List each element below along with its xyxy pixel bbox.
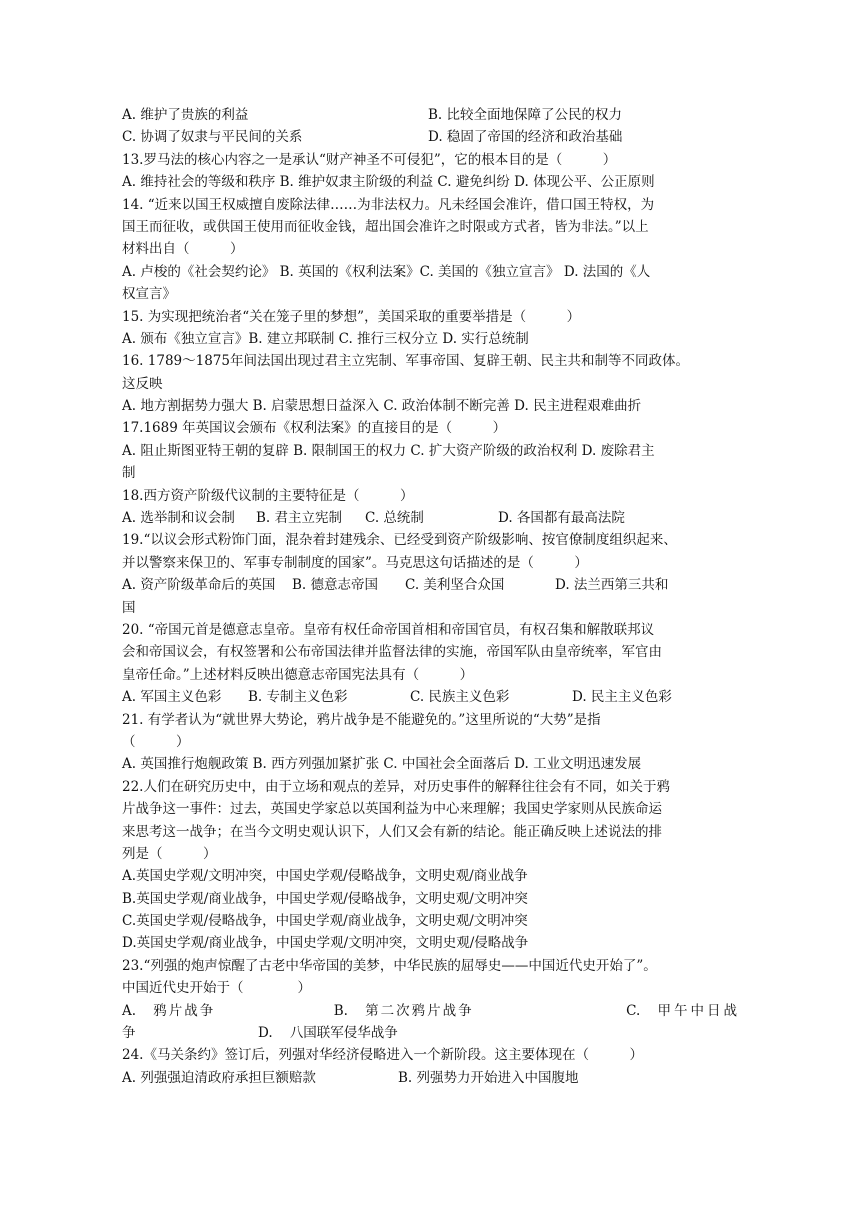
q19-option-b[interactable]: B. 德意志帝国	[292, 577, 379, 594]
q14-options-line[interactable]: 权宣言》	[122, 286, 176, 303]
q15-stem: 15. 为实现把统治者“关在笼子里的梦想”，美国采取的重要举措是（ ）	[122, 308, 581, 325]
q12-options-row-2	[122, 126, 742, 148]
q20-option-c[interactable]: C. 民族主义色彩	[410, 689, 510, 706]
q23-option-b[interactable]	[334, 1000, 474, 1022]
q16-stem-line: 这反映	[122, 375, 163, 392]
q23-options-row	[122, 1000, 740, 1022]
q14-stem-line: 国王而征收，或供国王使用而征收金钱，超出国会准许之时限或方式者，皆为非法。”以上	[122, 218, 649, 235]
q22-stem-line: 22.人们在研究历史中，由于立场和观点的差异，对历史事件的解释往往会有不同，如关于鸦	[122, 778, 670, 795]
q18-option-b[interactable]: B. 君主立宪制	[256, 510, 343, 527]
q12-option-d[interactable]: D. 稳固了帝国的经济和政治基础	[428, 129, 623, 146]
q23-option-b-text: 第二次鸦片战争	[365, 1002, 474, 1019]
q24-stem: 24.《马关条约》签订后，列强对华经济侵略进入一个新阶段。这主要体现在（ ）	[122, 1047, 643, 1064]
q18-options-row	[122, 507, 742, 529]
q13-options[interactable]: A. 维持社会的等级和秩序 B. 维护奴隶主阶级的利益 C. 避免纠纷 D. 体现公平、公正原则	[122, 174, 655, 191]
q16-options[interactable]: A. 地方割据势力强大 B. 启蒙思想日益深入 C. 政治体制不断完善 D. 民主进程艰难曲折	[122, 398, 642, 415]
q23-option-b-label: B.	[333, 1002, 348, 1019]
q20-option-d[interactable]: D. 民主主义色彩	[572, 689, 672, 706]
q22-stem-line: 列是（ ）	[122, 845, 217, 862]
q19-stem-line: 并以警察来保卫的、军事专制制度的国家”。马克思这句话描述的是（ ）	[122, 554, 588, 571]
q24-option-a[interactable]: A. 列强强迫清政府承担巨额赔款	[122, 1069, 316, 1086]
q21-stem-line: （ ）	[122, 733, 190, 750]
q16-stem-line: 16. 1789～1875年间法国出现过君主立宪制、军事帝国、复辟王朝、民主共和制等不同政体。	[122, 353, 689, 370]
q17-options-line[interactable]: A. 阻止斯图亚特王朝的复辟 B. 限制国王的权力 C. 扩大资产阶级的政治权利 D. 废除君主	[122, 442, 655, 459]
q20-option-b[interactable]: B. 专制主义色彩	[248, 689, 348, 706]
q23-option-a[interactable]	[122, 1000, 215, 1022]
q22-option-d[interactable]: D.英国史学观/商业战争，中国史学观/文明冲突，文明史观/侵略战争	[122, 935, 529, 952]
q17-stem: 17.1689 年英国议会颁布《权利法案》的直接目的是（ ）	[122, 420, 507, 437]
q12-option-c[interactable]: C. 协调了奴隶与平民间的关系	[122, 129, 303, 146]
q14-options-line[interactable]: A. 卢梭的《社会契约论》 B. 英国的《权利法案》C. 美国的《独立宣言》 D. 法国的《人	[122, 263, 651, 280]
q20-stem-line: 会和帝国议会，有权签署和公布帝国法律并监督法律的实施，帝国军队由皇帝统率，军官由	[122, 644, 662, 661]
q23-option-a-label: A.	[122, 1002, 137, 1019]
q22-option-a[interactable]: A.英国史学观/文明冲突，中国史学观/侵略战争，文明史观/商业战争	[122, 868, 528, 885]
q13-stem: 13.罗马法的核心内容之一是承认“财产神圣不可侵犯”，它的根本目的是（ ）	[122, 151, 617, 168]
q23-option-a-text: 鸦片战争	[153, 1002, 216, 1019]
q14-stem-line: 材料出自（ ）	[122, 241, 244, 258]
q12-option-b[interactable]: B. 比较全面地保障了公民的权力	[428, 107, 623, 123]
q23-option-c-text: 甲午中日战	[657, 1002, 740, 1019]
q23-option-d[interactable]	[258, 1022, 398, 1044]
q12-options-row-1	[122, 104, 742, 126]
q18-option-d[interactable]: D. 各国都有最高法院	[498, 510, 625, 527]
q21-options[interactable]: A. 英国推行炮舰政策 B. 西方列强加紧扩张 C. 中国社会全面落后 D. 工业文明迅速发展	[122, 756, 642, 773]
q18-option-a[interactable]: A. 选举制和议会制	[122, 510, 235, 527]
q23-option-c-wrap: 争	[122, 1025, 136, 1042]
q12-option-a[interactable]: A. 维护了贵族的利益	[122, 107, 249, 123]
q19-stem-line: 19.“以议会形式粉饰门面，混杂着封建残余、已经受到资产阶级影响、按官僚制度组织起来、	[122, 532, 677, 549]
q19-option-a[interactable]: A. 资产阶级革命后的英国	[122, 577, 276, 594]
q14-stem-line: 14. “近来以国王权威擅自废除法律……为非法权力。凡未经国会准许，借口国王特权，为	[122, 196, 655, 213]
q18-option-c[interactable]: C. 总统制	[365, 510, 424, 527]
q19-option-c[interactable]: C. 美利坚合众国	[405, 577, 505, 594]
q21-stem-line: 21. 有学者认为“就世界大势论，鸦片战争是不能避免的。”这里所说的“大势”是指	[122, 711, 601, 728]
q23-stem-line: 中国近代史开始于（ ）	[122, 980, 311, 997]
q22-stem-line: 来思考这一战争；在当今文明史观认识下，人们又会有新的结论。能正确反映上述说法的排	[122, 823, 662, 840]
q23-option-c-label: C.	[626, 1002, 641, 1019]
q24-options-row	[122, 1067, 742, 1089]
q23-option-d-label: D.	[258, 1025, 273, 1042]
q20-option-a[interactable]: A. 军国主义色彩	[122, 689, 222, 706]
q20-options-row	[122, 686, 742, 708]
q23-option-c[interactable]	[626, 1000, 740, 1022]
q22-stem-line: 片战争这一事件：过去，英国史学家总以英国利益为中心来理解；我国史学家则从民族命运	[122, 801, 662, 818]
q19-options-row	[122, 574, 742, 596]
q19-option-d-wrap: 国	[122, 599, 136, 616]
exam-content	[122, 104, 742, 1089]
q20-stem-line: 20. “帝国元首是德意志皇帝。皇帝有权任命帝国首相和帝国官员，有权召集和解散联邦议	[122, 621, 655, 638]
q24-option-b[interactable]: B. 列强势力开始进入中国腹地	[398, 1069, 579, 1086]
q22-option-c[interactable]: C.英国史学观/侵略战争，中国史学观/商业战争，文明史观/文明冲突	[122, 913, 528, 930]
q23-option-d-text: 八国联军侵华战争	[289, 1025, 398, 1042]
q22-option-b[interactable]: B.英国史学观/商业战争，中国史学观/侵略战争，文明史观/文明冲突	[122, 890, 528, 907]
q19-option-d[interactable]: D. 法兰西第三共和	[555, 577, 669, 594]
q17-options-line[interactable]: 制	[122, 465, 136, 482]
q20-stem-line: 皇帝任命。”上述材料反映出德意志帝国宪法具有（ ）	[122, 666, 474, 683]
q18-stem: 18.西方资产阶级代议制的主要特征是（ ）	[122, 487, 414, 504]
q23-options-row-2	[122, 1022, 742, 1044]
q15-options[interactable]: A. 颁布《独立宣言》B. 建立邦联制 C. 推行三权分立 D. 实行总统制	[122, 330, 529, 347]
q23-stem-line: 23.“列强的炮声惊醒了古老中华帝国的美梦，中华民族的屈辱史——中国近代史开始了”。	[122, 957, 657, 974]
